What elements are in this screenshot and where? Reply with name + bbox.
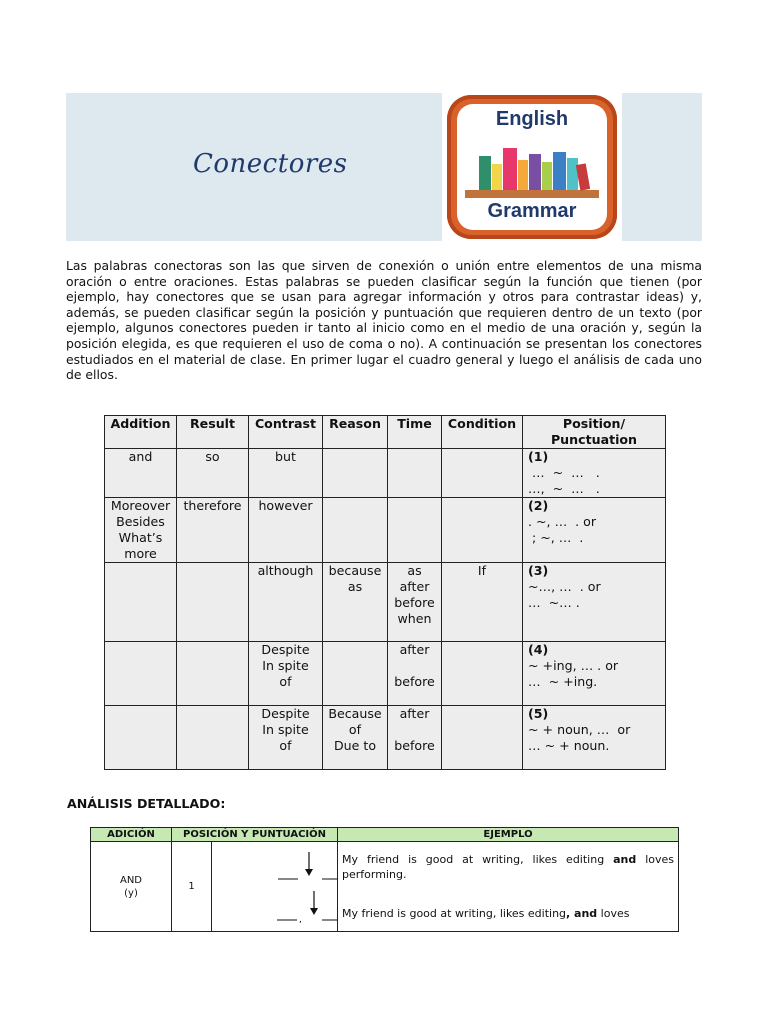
connector-name: AND — [119, 874, 143, 886]
col-header-adicion: ADICIÓN — [91, 828, 172, 842]
cell-line: before — [394, 738, 435, 753]
col-header-condition: Condition — [442, 416, 523, 449]
position-pattern: … ~ … . — [528, 465, 600, 480]
cell-condition — [442, 449, 523, 498]
cell-line: Because — [328, 706, 382, 721]
cell-time — [388, 642, 442, 706]
cell-line: however — [258, 498, 313, 513]
connectors-summary-table — [104, 415, 666, 770]
cell-line: of — [279, 738, 292, 753]
summary-header-row — [105, 416, 666, 449]
cell-line — [390, 658, 439, 674]
col-header-result: Result — [177, 416, 249, 449]
cell-line: more — [124, 546, 157, 561]
cell-line: of — [348, 722, 362, 737]
cell-condition — [442, 563, 523, 642]
example-sentence-1: My friend is good at writing, likes editing and loves performing. — [342, 853, 675, 881]
position-pattern: … ~ +ing. — [528, 674, 598, 689]
punctuation-diagram-cell — [212, 842, 338, 932]
punctuation-arrow-diagram — [212, 842, 338, 927]
intro-paragraph: Las palabras conectoras son las que sirven de conexión o unión entre elementos de una misma oración o entre oraciones. Estas palabras se pueden clasificar según la función que tienen (por ejemplo, hay conectores que se usan para agregar información y otros para contrastar ideas) y, además, se pueden clasificar según la posición y puntuación que requieren dentro de un texto (por ejemplo, algunos conectores pueden ir tanto al inicio como en el medio de una oración y, según la posición elegida, es que requieren el uso de coma o no). A continuación se presentan los conectores estudiados en el material de clase. En primer lugar el cuadro general y luego el análisis de cada uno de ellos. — [66, 258, 702, 383]
cell-position — [523, 642, 666, 706]
summary-row — [105, 563, 666, 642]
cell-line: so — [205, 449, 220, 464]
detail-row-and — [91, 842, 679, 932]
cell-addition — [105, 706, 177, 770]
position-pattern: … ~… . — [528, 595, 580, 610]
position-pattern: . ~, … . or — [528, 514, 597, 529]
cell-line: before — [394, 595, 435, 610]
cell-line: after — [399, 706, 430, 721]
cell-line: although — [257, 563, 314, 578]
cell-line: because — [328, 563, 382, 578]
header-banner — [66, 93, 702, 241]
position-number: (2) — [528, 498, 549, 513]
position-pattern: … ~ + noun. — [528, 738, 610, 753]
cell-line: of — [279, 674, 292, 689]
logo-word-bottom: Grammar — [487, 200, 577, 222]
col-header-addition: Addition — [105, 416, 177, 449]
summary-row — [105, 706, 666, 770]
position-number: (4) — [528, 642, 549, 657]
example-cell — [338, 842, 679, 932]
col-header-time: Time — [388, 416, 442, 449]
cell-line — [390, 722, 439, 738]
cell-result — [177, 642, 249, 706]
position-pattern: ~…, … . or — [528, 579, 601, 594]
col-header-contrast: Contrast — [249, 416, 323, 449]
cell-position — [523, 498, 666, 563]
summary-row — [105, 498, 666, 563]
connector-translation: (y) — [124, 887, 138, 899]
cell-line: What’s — [118, 530, 163, 545]
page-title: Conectores — [193, 149, 348, 179]
cell-result — [177, 706, 249, 770]
cell-condition — [442, 498, 523, 563]
cell-addition — [105, 642, 177, 706]
detail-header-row — [91, 828, 679, 842]
cell-addition — [105, 449, 177, 498]
col-header-position: Position/ Punctuation — [523, 416, 666, 449]
cell-line: Besides — [116, 514, 165, 529]
cell-line: after — [399, 642, 430, 657]
position-number: (1) — [528, 449, 549, 464]
col-header-posicion: POSICIÓN Y PUNTUACIÓN — [172, 828, 338, 842]
cell-contrast — [249, 449, 323, 498]
cell-result — [177, 563, 249, 642]
position-pattern: ; ~, … . — [528, 530, 584, 545]
addition-detail-table — [90, 827, 679, 932]
cell-time — [388, 449, 442, 498]
cell-condition — [442, 642, 523, 706]
cell-line: therefore — [183, 498, 242, 513]
cell-line: when — [397, 611, 432, 626]
cell-time — [388, 498, 442, 563]
cell-result — [177, 498, 249, 563]
position-number: 1 — [172, 842, 212, 932]
cell-line: If — [477, 563, 487, 578]
position-number: (3) — [528, 563, 549, 578]
cell-line: Due to — [333, 738, 377, 753]
cell-addition — [105, 498, 177, 563]
logo-container — [442, 93, 622, 241]
logo-word-top: English — [495, 108, 569, 130]
cell-result — [177, 449, 249, 498]
summary-row — [105, 449, 666, 498]
cell-line: but — [275, 449, 296, 464]
cell-line: In spite — [262, 722, 309, 737]
cell-line: after — [399, 579, 430, 594]
col-header-reason: Reason — [323, 416, 388, 449]
position-pattern: ~ +ing, … . or — [528, 658, 619, 673]
cell-reason — [323, 498, 388, 563]
cell-contrast — [249, 563, 323, 642]
cell-line: In spite — [262, 658, 309, 673]
cell-condition — [442, 706, 523, 770]
cell-reason — [323, 706, 388, 770]
cell-position — [523, 706, 666, 770]
analysis-heading: ANÁLISIS DETALLADO: — [67, 796, 226, 811]
cell-line: Moreover — [110, 498, 171, 513]
position-pattern: ~ + noun, … or — [528, 722, 631, 737]
example-sentence-2: My friend is good at writing, likes editing, and loves — [342, 907, 630, 920]
cell-reason — [323, 642, 388, 706]
cell-line: Despite — [261, 706, 310, 721]
cell-line: and — [128, 449, 153, 464]
cell-reason — [323, 449, 388, 498]
cell-position — [523, 563, 666, 642]
cell-time — [388, 563, 442, 642]
cell-line: as — [347, 579, 363, 594]
cell-reason — [323, 563, 388, 642]
connector-cell — [91, 842, 172, 932]
cell-contrast — [249, 706, 323, 770]
books-icon — [465, 134, 599, 200]
cell-contrast — [249, 498, 323, 563]
position-pattern: …, ~ … . — [528, 481, 600, 496]
cell-time — [388, 706, 442, 770]
cell-addition — [105, 563, 177, 642]
cell-line: before — [394, 674, 435, 689]
summary-row — [105, 642, 666, 706]
col-header-ejemplo: EJEMPLO — [338, 828, 679, 842]
cell-position — [523, 449, 666, 498]
svg-text:,: , — [299, 915, 302, 925]
cell-line: as — [407, 563, 422, 578]
english-grammar-logo — [447, 95, 617, 239]
position-number: (5) — [528, 706, 549, 721]
cell-line: Despite — [261, 642, 310, 657]
cell-contrast — [249, 642, 323, 706]
